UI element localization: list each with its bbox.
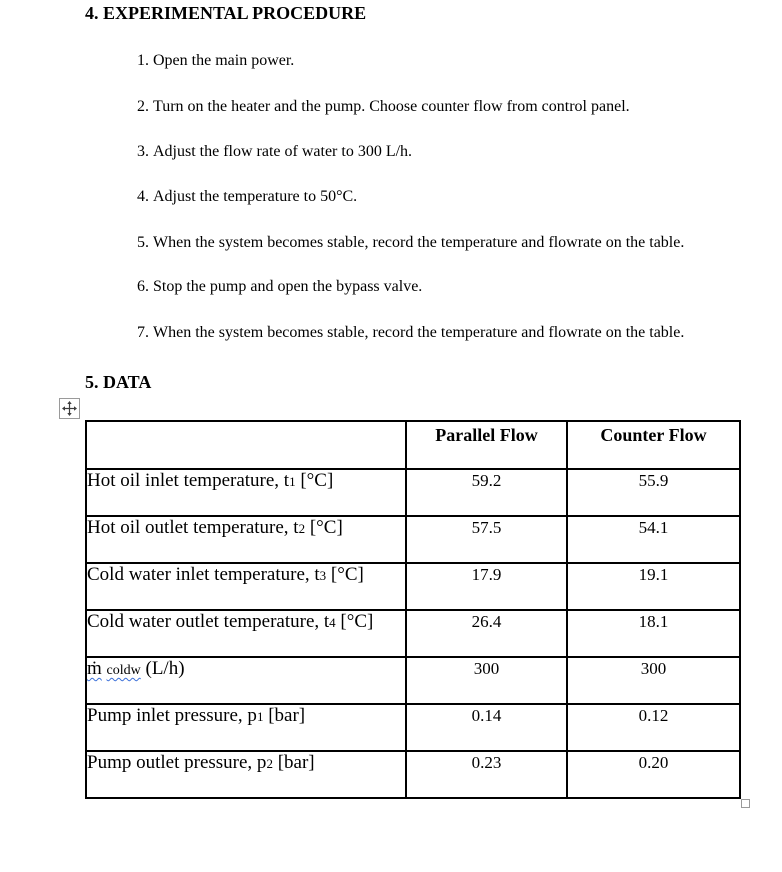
table-row <box>86 563 740 610</box>
parallel-flow-value: 57.5 <box>406 516 567 563</box>
step-text: Stop the pump and open the bypass valve. <box>153 278 423 295</box>
row-label <box>86 469 406 516</box>
table-row <box>86 610 740 657</box>
step-number: 2. <box>137 98 149 115</box>
row-label-unit: [°C] <box>295 470 334 491</box>
step-text: When the system becomes stable, record the temperature and flowrate on the table. <box>153 324 685 341</box>
step-text: When the system becomes stable, record the temperature and flowrate on the table. <box>153 234 685 251</box>
table-move-handle-icon[interactable] <box>59 398 80 419</box>
table-row <box>86 751 740 798</box>
table-row <box>86 657 740 704</box>
counter-flow-value: 55.9 <box>567 469 740 516</box>
step-number: 7. <box>137 324 149 341</box>
procedure-step <box>137 323 684 343</box>
data-table <box>85 420 741 799</box>
row-label <box>86 610 406 657</box>
row-label-text: ṁ <box>87 658 102 679</box>
parallel-flow-value: 0.14 <box>406 704 567 751</box>
row-label-text: Pump inlet pressure, p <box>87 705 257 726</box>
row-label-subscript: coldw <box>106 663 141 678</box>
row-label <box>86 563 406 610</box>
parallel-flow-value: 300 <box>406 657 567 704</box>
data-heading: 5. DATA <box>85 372 152 392</box>
header-counter-flow: Counter Flow <box>567 421 740 469</box>
step-text: Turn on the heater and the pump. Choose counter flow from control panel. <box>153 98 630 115</box>
procedure-step <box>137 97 630 117</box>
procedure-step <box>137 233 684 253</box>
row-label <box>86 751 406 798</box>
row-label-unit: [°C] <box>335 611 374 632</box>
parallel-flow-value: 26.4 <box>406 610 567 657</box>
procedure-heading: 4. EXPERIMENTAL PROCEDURE <box>85 3 367 23</box>
header-parallel-flow: Parallel Flow <box>406 421 567 469</box>
row-label-unit: (L/h) <box>140 658 185 679</box>
row-label <box>86 657 406 704</box>
parallel-flow-value: 59.2 <box>406 469 567 516</box>
step-number: 6. <box>137 278 149 295</box>
counter-flow-value: 18.1 <box>567 610 740 657</box>
row-label-unit: [bar] <box>272 752 315 773</box>
table-resize-handle-icon[interactable] <box>741 799 750 808</box>
parallel-flow-value: 17.9 <box>406 563 567 610</box>
row-label-subscript: 2 <box>266 756 273 771</box>
procedure-step <box>137 51 294 71</box>
header-blank-cell <box>86 421 406 469</box>
row-label-text: Hot oil outlet temperature, t <box>87 517 299 538</box>
procedure-step <box>137 142 412 162</box>
step-number: 3. <box>137 143 149 160</box>
procedure-step <box>137 187 357 207</box>
step-number: 5. <box>137 234 149 251</box>
row-label-unit: [bar] <box>263 705 306 726</box>
step-number: 4. <box>137 188 149 205</box>
row-label-unit: [°C] <box>305 517 343 538</box>
table-row <box>86 704 740 751</box>
row-label-text: Hot oil inlet temperature, t <box>87 470 290 491</box>
step-number: 1. <box>137 52 149 69</box>
row-label-subscript: 1 <box>256 709 264 724</box>
counter-flow-value: 19.1 <box>567 563 740 610</box>
counter-flow-value: 300 <box>567 657 740 704</box>
table-header-row <box>86 421 740 469</box>
counter-flow-value: 0.20 <box>567 751 740 798</box>
row-label-subscript: 1 <box>289 474 296 489</box>
step-text: Adjust the flow rate of water to 300 L/h. <box>153 143 413 160</box>
row-label-unit: [°C] <box>326 564 364 585</box>
table-row <box>86 516 740 563</box>
row-label-subscript: 4 <box>329 615 336 630</box>
step-text: Open the main power. <box>153 52 295 69</box>
row-label-text: Cold water inlet temperature, t <box>87 564 320 585</box>
parallel-flow-value: 0.23 <box>406 751 567 798</box>
procedure-step <box>137 277 422 297</box>
counter-flow-value: 54.1 <box>567 516 740 563</box>
row-label <box>86 704 406 751</box>
row-label-subscript: 2 <box>298 521 306 536</box>
step-text: Adjust the temperature to 50°C. <box>153 188 358 205</box>
row-label-text: Cold water outlet temperature, t <box>87 611 330 632</box>
table-row <box>86 469 740 516</box>
row-label-text: Pump outlet pressure, p <box>87 752 267 773</box>
row-label <box>86 516 406 563</box>
counter-flow-value: 0.12 <box>567 704 740 751</box>
row-label-subscript: 3 <box>319 568 327 583</box>
